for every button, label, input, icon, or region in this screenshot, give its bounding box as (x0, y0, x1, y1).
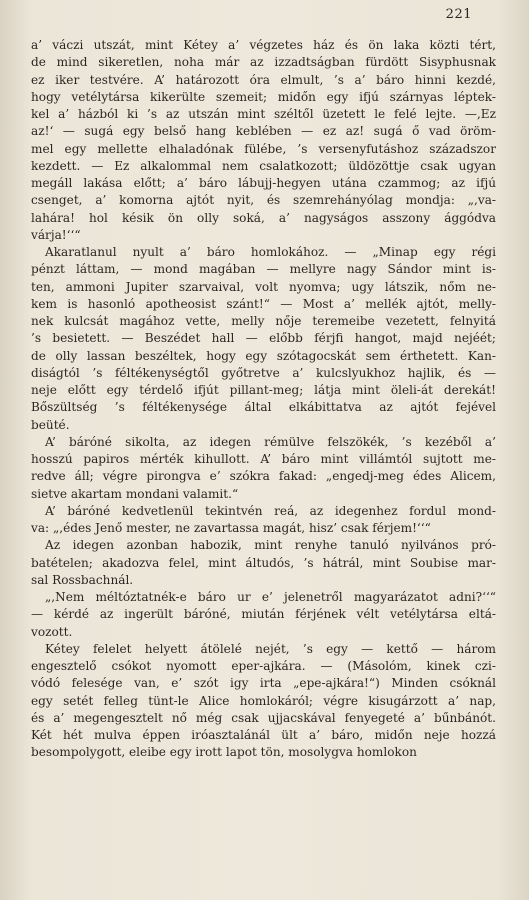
text-line: besompolygott, eleibe egy irott lapot tön, mosolygva homlokon (31, 745, 417, 760)
text-line: de mind sikeretlen, noha már az izzadtságban fürdött Sisyphusnak (31, 55, 496, 70)
text-line: diságtól ’s féltékenységtől győtretve a’ kulcslyukhoz hajlik, és — (31, 365, 496, 380)
paragraph (31, 434, 496, 503)
text-line: sal Rossbachnál. (31, 572, 134, 587)
text-line: kel a’ házból ki ’s az utszán mint széltől üzetett le felé lejte. —,Ez (31, 107, 496, 121)
text-line: A’ báróné kedvetlenül tekintvén reá, az idegenhez fordul mond- (45, 503, 496, 518)
text-line: de olly lassan beszéltek, hogy egy szótagocskát sem érthetett. Kan- (31, 348, 496, 363)
text-line: Két hét mulva éppen iróasztalánál ült a’ báro, midőn neje hozzá (31, 728, 496, 742)
text-line: egy setét felleg tünt-le Alice homlokáról; végre kisugárzott a’ nap, (31, 693, 496, 708)
text-line: va: „,édes Jenő mester, ne zavartassa magát, hisz’ csak férjem!‘‘“ (31, 521, 431, 535)
body-text (31, 37, 496, 762)
text-line: engesztelő csókot nyomott eper-ajkára. — (Másolóm, kinek czi- (31, 659, 496, 673)
text-line: lahára! hol késik ön olly soká, a’ nagyságos asszony ággódva (31, 210, 496, 225)
text-line: csenget, a’ komorna ajtót nyit, és szemrehányólag mondja: „,va- (31, 193, 496, 208)
text-line: Kétey felelet helyett átölelé nejét, ’s egy — kettő — három (45, 641, 496, 656)
text-line: nek kulcsát magához vette, melly nője teremeibe vezetett, felnyitá (31, 314, 496, 328)
text-line: redve áll; végre pirongva e’ szókra fakad: „engedj-meg édes Alicem, (31, 469, 496, 484)
text-line: batételen; akadozva felel, mint áltudós, ’s hátrál, mint Soubise mar- (31, 555, 496, 570)
text-line: sietve akartam mondani valamit.“ (31, 486, 239, 501)
text-line: mel egy mellette elhaladónak fülébe, ’s versenyfutáshoz századszor (31, 141, 496, 156)
text-line: ’s besietett. — Beszédet hall — előbb férjfi hangot, majd nejéét; (31, 331, 496, 346)
text-line: megáll lakása előtt; a’ báro lábujj-hegyen utána czammog; az ifjú (31, 176, 496, 190)
paragraph (31, 589, 496, 641)
text-line: A’ báróné sikolta, az idegen rémülve felszökék, ’s kezéből a’ (45, 434, 496, 449)
paragraph (31, 641, 496, 762)
page-number: 221 (445, 7, 472, 22)
text-line: pénzt láttam, — mond magában — mellyre nagy Sándor mint is- (31, 262, 496, 277)
text-line: Bőszültség ’s féltékenysége által elkábittatva az ajtót fejével (31, 400, 496, 415)
paragraph (31, 503, 496, 538)
text-line: vódó felesége van, e’ szót igy irta „epe-ajkára!“) Minden csóknál (31, 676, 496, 691)
text-line: — kérdé az ingerült báróné, miután férjének vélt vetélytársa eltá- (31, 607, 496, 622)
text-line: a’ váczi utszát, mint Kétey a’ végzetes ház és ön laka közti tért, (31, 38, 496, 52)
text-line: kem is hasonló apotheosist szánt!“ — Most a’ mellék ajtót, melly- (31, 296, 496, 311)
text-line: hosszú papiros mérték kihullott. A’ báro mint villámtól sujtott me- (31, 452, 496, 466)
text-line: ez iker testvére. A’ határozott óra elmult, ’s a’ báro hinni kezdé, (31, 72, 496, 87)
text-line: hogy vetélytársa kikerülte szemeit; midőn egy ifjú szárnyas léptek- (31, 89, 496, 104)
text-line: „,Nem méltóztatnék-e báro ur e’ jelenetről magyarázatot adni?‘‘“ (45, 590, 496, 604)
text-line: az!‘ — sugá egy belső hang keblében — ez az! sugá ő vad öröm- (31, 124, 496, 139)
text-line: kezdett. — Ez alkalommal nem csalatkozott; üldözöttje csak ugyan (31, 158, 496, 173)
text-line: Akaratlanul nyult a’ báro homlokához. — „Minap egy régi (45, 245, 496, 259)
text-line: neje előtt egy térdelő ifjút pillant-meg; látja mint öleli-át derekát! (31, 383, 496, 397)
text-line: vozott. (31, 624, 73, 639)
text-line: ten, ammoni Jupiter szarvaival, volt nyomva; ugy látszik, nőm ne- (31, 279, 496, 294)
paragraph (31, 244, 496, 434)
text-line: várja!‘‘“ (31, 227, 81, 242)
text-line: beüté. (31, 417, 70, 432)
paragraph (31, 537, 496, 589)
text-line: és a’ megengesztelt nő még csak ujjacskával fenyegeté a’ bűnbánót. (31, 710, 496, 725)
text-line: Az idegen azonban habozik, mint renyhe tanuló nyilvános pró- (45, 538, 496, 553)
paragraph (31, 37, 496, 244)
